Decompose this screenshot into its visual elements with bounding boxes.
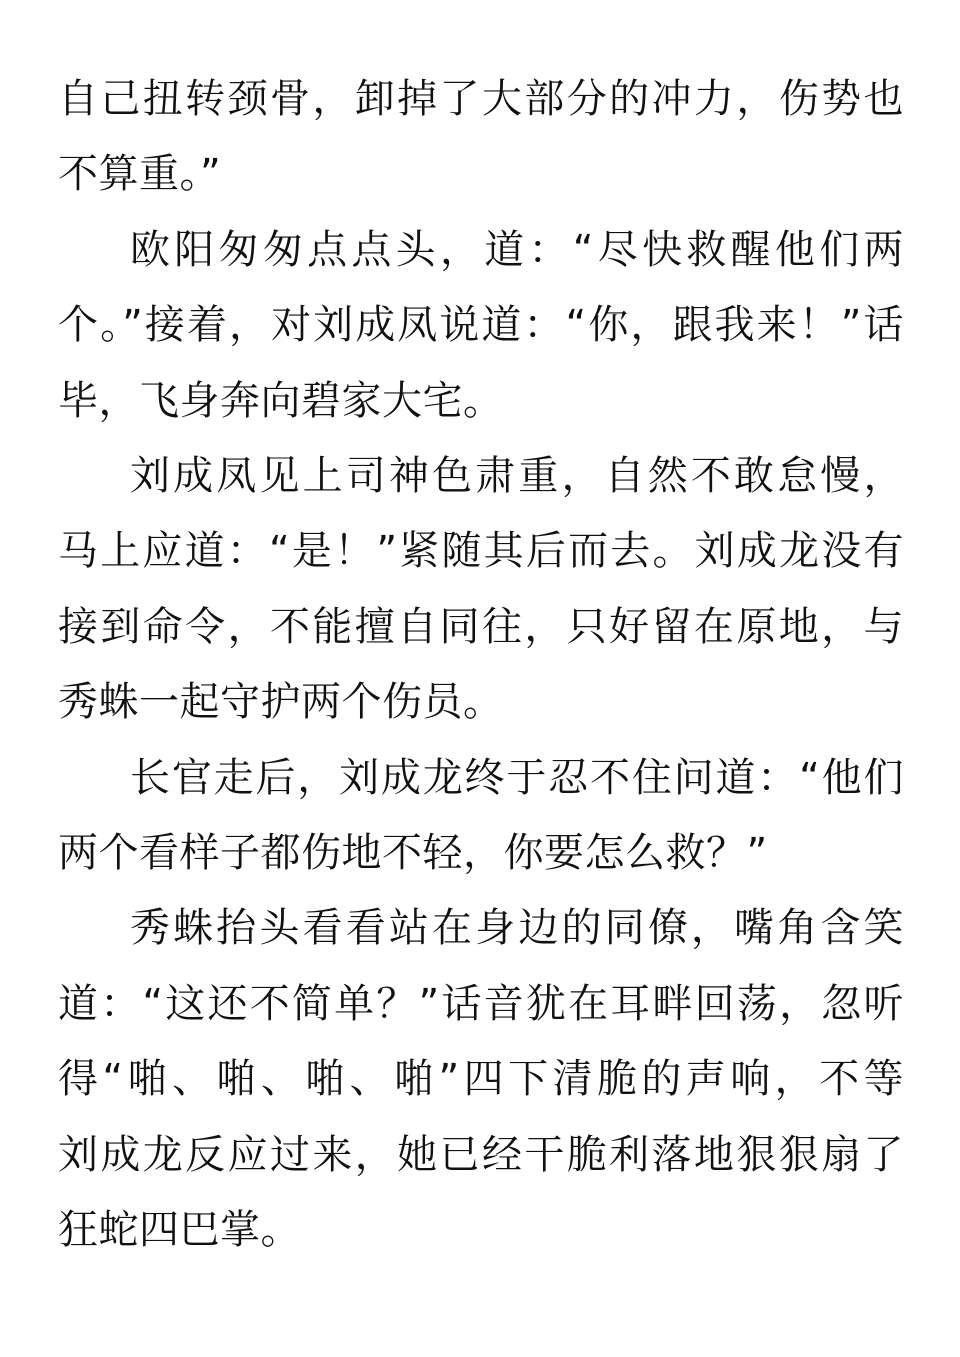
text-line-14: 得“啪、啪、啪、啪”四下清脆的声响，不等	[58, 1056, 904, 1102]
text-line-12: 秀蛛抬头看看站在身边的同僚，嘴角含笑	[130, 905, 904, 951]
text-line-7: 马上应道：“是！”紧随其后而去。刘成龙没有	[58, 528, 904, 574]
text-line-13: 道：“这还不简单？”话音犹在耳畔回荡，忽听	[58, 981, 904, 1027]
text-line-3: 欧阳匆匆点点头，道：“尽快救醒他们两	[130, 227, 904, 273]
text-line-9: 秀蛛一起守护两个伤员。	[58, 679, 504, 725]
text-line-16: 狂蛇四巴掌。	[58, 1207, 301, 1253]
text-line-1: 自己扭转颈骨，卸掉了大部分的冲力，伤势也	[58, 76, 904, 122]
text-line-8: 接到命令，不能擅自同往，只好留在原地，与	[58, 604, 904, 650]
text-line-5: 毕，飞身奔向碧家大宅。	[58, 378, 504, 424]
text-line-15: 刘成龙反应过来，她已经干脆利落地狠狠扇了	[58, 1132, 904, 1178]
text-line-6: 刘成凤见上司神色肃重，自然不敢怠慢，	[130, 453, 904, 499]
text-line-2: 不算重。”	[58, 151, 222, 197]
text-line-11: 两个看样子都伤地不轻，你要怎么救？”	[58, 830, 768, 876]
text-line-10: 长官走后，刘成龙终于忍不住问道：“他们	[130, 755, 904, 801]
text-line-4: 个。”接着，对刘成凤说道：“你，跟我来！”话	[58, 302, 904, 348]
